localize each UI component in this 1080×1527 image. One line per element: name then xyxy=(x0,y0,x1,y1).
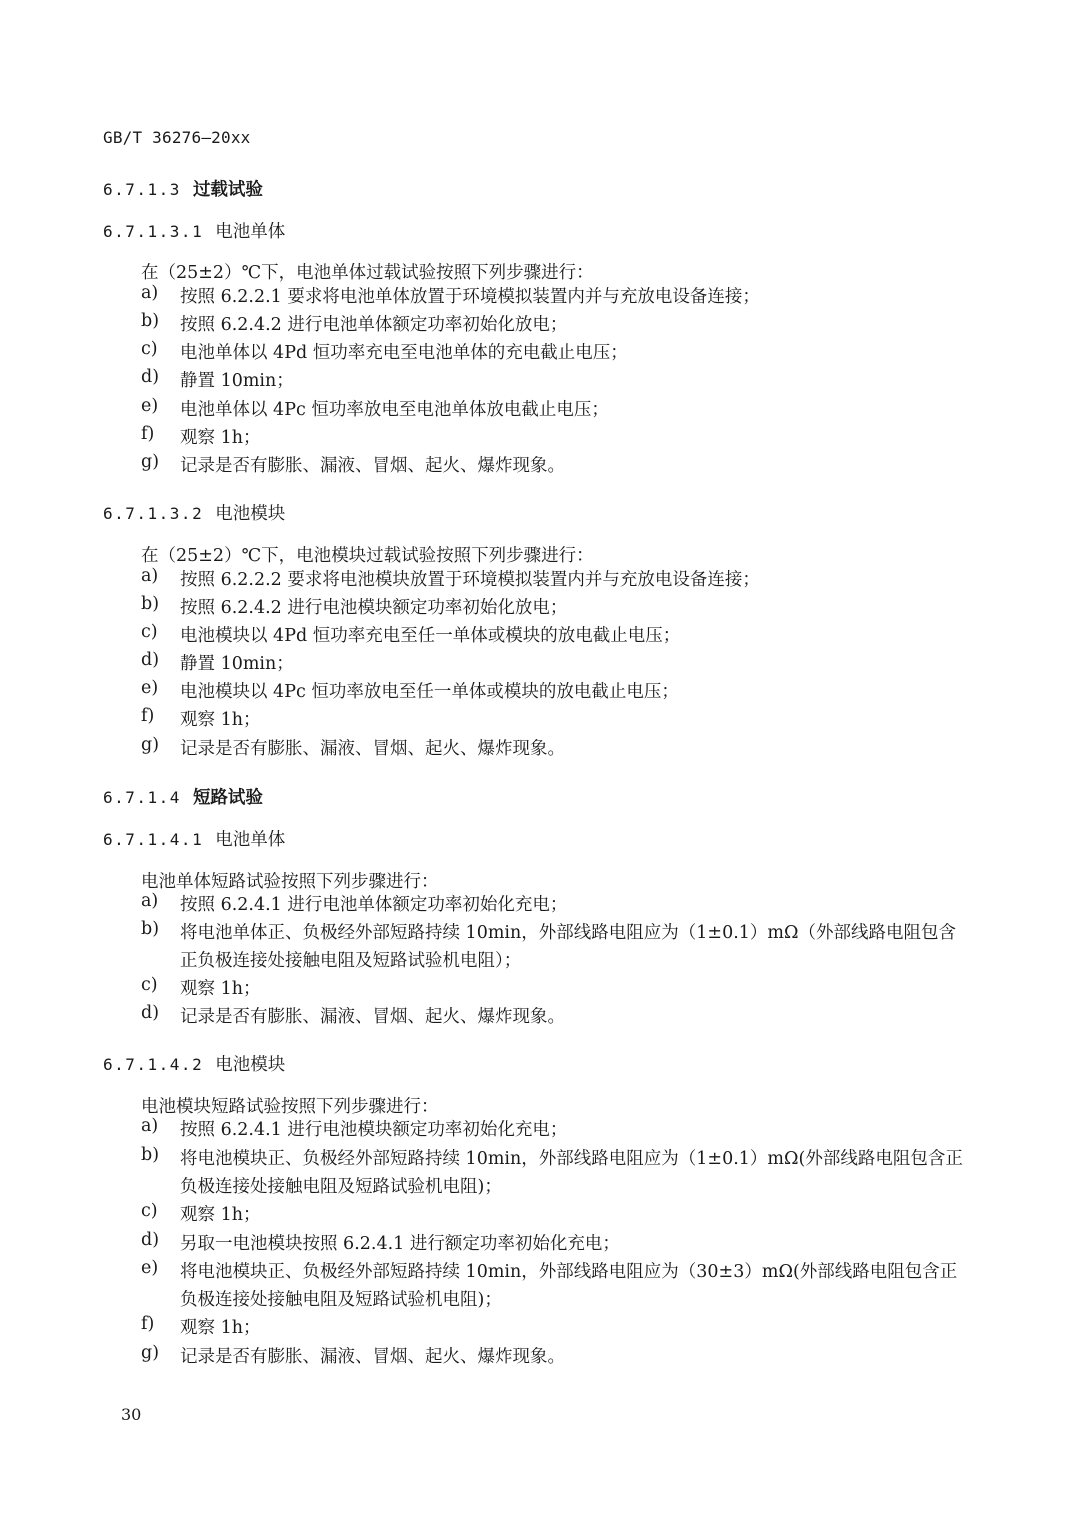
section-number: 6.7.1.3.1 xyxy=(103,222,204,241)
list-item-text: 电池单体以 4Pc 恒功率放电至电池单体放电截止电压； xyxy=(180,400,609,420)
list-item xyxy=(141,566,965,594)
section-heading xyxy=(103,218,285,243)
list-item xyxy=(141,1314,965,1342)
section-title: 电池模块 xyxy=(215,1055,286,1075)
list-item-text: 按照 6.2.4.1 进行电池单体额定功率初始化充电； xyxy=(180,895,568,915)
list-item-text: 静置 10min； xyxy=(180,371,294,391)
list-item-marker: a) xyxy=(141,283,159,303)
list-item-text: 电池单体以 4Pd 恒功率充电至电池单体的充电截止电压； xyxy=(180,343,628,363)
list-item xyxy=(141,1116,965,1144)
list-item-marker: d) xyxy=(141,650,160,670)
section-title: 短路试验 xyxy=(192,788,263,808)
list-item-marker: f) xyxy=(141,706,155,726)
list-item xyxy=(141,283,965,311)
list-item xyxy=(141,1258,965,1314)
list-item-marker: d) xyxy=(141,367,160,387)
list-item-text: 将电池单体正、负极经外部短路持续 10min，外部线路电阻应为（1±0.1）mΩ（外部线路电阻包含正负极连接处接触电阻及短路试验机电阻）； xyxy=(180,923,957,971)
page-number: 30 xyxy=(121,1405,142,1424)
list-item-marker: c) xyxy=(141,622,158,642)
list-item-marker: e) xyxy=(141,678,159,698)
list-item-text: 观察 1h； xyxy=(180,1318,261,1338)
list-item-text: 观察 1h； xyxy=(180,979,261,999)
list-item xyxy=(141,311,965,339)
intro-paragraph: 在（25±2）℃下，电池单体过载试验按照下列步骤进行： xyxy=(141,263,594,283)
list-item xyxy=(141,396,965,424)
list-item-marker: g) xyxy=(141,1343,160,1363)
list-item xyxy=(141,706,965,734)
list-item-marker: c) xyxy=(141,339,158,359)
list-item xyxy=(141,650,965,678)
list-item xyxy=(141,594,965,622)
list-item-text: 观察 1h； xyxy=(180,710,261,730)
section-heading xyxy=(103,784,263,809)
list-item-marker: g) xyxy=(141,735,160,755)
intro-paragraph: 电池单体短路试验按照下列步骤进行： xyxy=(141,872,439,892)
list-item-marker: b) xyxy=(141,594,160,614)
intro-paragraph: 电池模块短路试验按照下列步骤进行： xyxy=(141,1097,439,1117)
list-item-text: 另取一电池模块按照 6.2.4.1 进行额定功率初始化充电； xyxy=(180,1234,620,1254)
list-item-text: 记录是否有膨胀、漏液、冒烟、起火、爆炸现象。 xyxy=(180,739,565,759)
list-item xyxy=(141,975,965,1003)
list-item xyxy=(141,1003,965,1031)
list-item xyxy=(141,1343,965,1371)
list-item-marker: c) xyxy=(141,1201,158,1221)
list-item xyxy=(141,678,965,706)
section-title: 过载试验 xyxy=(192,180,263,200)
list-item xyxy=(141,339,965,367)
list-item xyxy=(141,735,965,763)
list-item xyxy=(141,891,965,919)
standard-number: GB/T 36276—20xx xyxy=(103,128,251,147)
list-item-marker: a) xyxy=(141,566,159,586)
list-item-text: 按照 6.2.2.2 要求将电池模块放置于环境模拟装置内并与充放电设备连接； xyxy=(180,570,760,590)
list-item-marker: g) xyxy=(141,452,160,472)
list-item xyxy=(141,452,965,480)
list-item-text: 按照 6.2.4.2 进行电池模块额定功率初始化放电； xyxy=(180,598,568,618)
list-item-text: 电池模块以 4Pd 恒功率充电至任一单体或模块的放电截止电压； xyxy=(180,626,681,646)
list-item-text: 电池模块以 4Pc 恒功率放电至任一单体或模块的放电截止电压； xyxy=(180,682,679,702)
list-item-marker: b) xyxy=(141,919,160,939)
section-heading xyxy=(103,500,285,525)
section-number: 6.7.1.4 xyxy=(103,788,181,807)
intro-paragraph: 在（25±2）℃下，电池模块过载试验按照下列步骤进行： xyxy=(141,546,594,566)
list-item xyxy=(141,1230,965,1258)
section-title: 电池单体 xyxy=(215,222,286,242)
list-item-text: 观察 1h； xyxy=(180,1205,261,1225)
list-item-text: 将电池模块正、负极经外部短路持续 10min，外部线路电阻应为（1±0.1）mΩ(外部线路电阻包含正负极连接处接触电阻及短路试验机电阻)； xyxy=(180,1149,963,1197)
list-item xyxy=(141,367,965,395)
section-number: 6.7.1.4.2 xyxy=(103,1055,204,1074)
list-item xyxy=(141,1201,965,1229)
list-item-text: 记录是否有膨胀、漏液、冒烟、起火、爆炸现象。 xyxy=(180,456,565,476)
section-number: 6.7.1.3.2 xyxy=(103,504,204,523)
section-title: 电池单体 xyxy=(215,830,286,850)
list-item-marker: a) xyxy=(141,891,159,911)
list-item-text: 记录是否有膨胀、漏液、冒烟、起火、爆炸现象。 xyxy=(180,1007,565,1027)
section-heading xyxy=(103,1051,285,1076)
list-item-text: 按照 6.2.4.2 进行电池单体额定功率初始化放电； xyxy=(180,315,568,335)
list-item xyxy=(141,1145,965,1201)
section-number: 6.7.1.3 xyxy=(103,180,181,199)
list-item-text: 观察 1h； xyxy=(180,428,261,448)
section-heading xyxy=(103,176,263,201)
list-item-marker: e) xyxy=(141,396,159,416)
list-item-text: 静置 10min； xyxy=(180,654,294,674)
list-item-marker: e) xyxy=(141,1258,159,1278)
list-item xyxy=(141,424,965,452)
list-item-marker: f) xyxy=(141,424,155,444)
section-number: 6.7.1.4.1 xyxy=(103,830,204,849)
list-item-text: 记录是否有膨胀、漏液、冒烟、起火、爆炸现象。 xyxy=(180,1347,565,1367)
list-item-marker: b) xyxy=(141,1145,160,1165)
list-item xyxy=(141,919,965,975)
list-item-marker: d) xyxy=(141,1003,160,1023)
list-item-text: 将电池模块正、负极经外部短路持续 10min，外部线路电阻应为（30±3）mΩ(外部线路电阻包含正负极连接处接触电阻及短路试验机电阻)； xyxy=(180,1262,958,1310)
list-item-marker: b) xyxy=(141,311,160,331)
list-item-marker: a) xyxy=(141,1116,159,1136)
list-item-text: 按照 6.2.2.1 要求将电池单体放置于环境模拟装置内并与充放电设备连接； xyxy=(180,287,760,307)
list-item-marker: d) xyxy=(141,1230,160,1250)
list-item xyxy=(141,622,965,650)
list-item-marker: f) xyxy=(141,1314,155,1334)
section-heading xyxy=(103,826,285,851)
list-item-text: 按照 6.2.4.1 进行电池模块额定功率初始化充电； xyxy=(180,1120,568,1140)
section-title: 电池模块 xyxy=(215,504,286,524)
list-item-marker: c) xyxy=(141,975,158,995)
